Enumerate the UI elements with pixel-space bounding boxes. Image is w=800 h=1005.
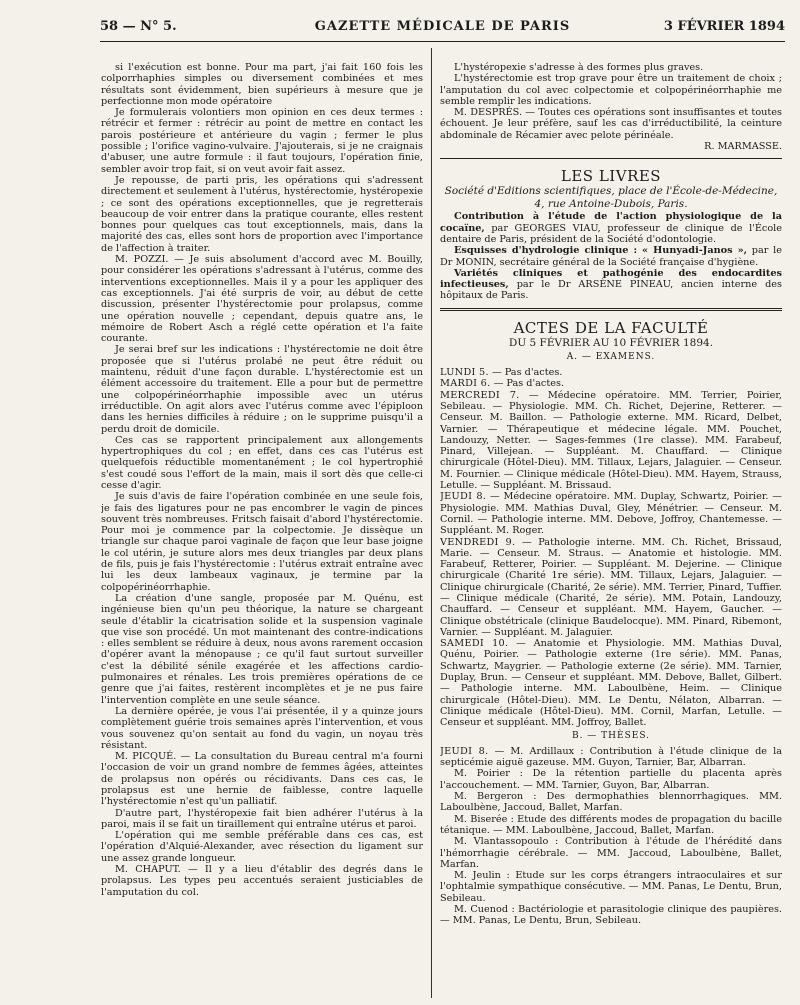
thesis-entry bbox=[440, 870, 782, 904]
page-number: 58 — N° 5. bbox=[100, 19, 177, 34]
exam-entry bbox=[440, 390, 782, 492]
theses-heading: B. — THÈSES. bbox=[571, 730, 651, 741]
book-author: par le Dr ARSÈNE PINEAU, ancien interne des hôpitaux de Paris. bbox=[440, 279, 782, 302]
book-author: par le Dr MONIN, secrétaire général de la Société française d'hygiène. bbox=[440, 245, 782, 268]
paragraph: L'hystérectomie est trop grave pour être un traitement de choix ; l'amputation du col avec colpectomie et colpopérinéorrhaphie me semble remplir les indications. bbox=[440, 73, 782, 107]
livres-publisher: Société d'Editions scientifiques, place de l'École-de-Médecine, 4, rue Antoine-Dubois, Paris. bbox=[444, 185, 778, 211]
livres-list bbox=[440, 211, 782, 301]
discussion-continuation bbox=[440, 62, 782, 141]
book-entry bbox=[440, 268, 782, 302]
section-rule bbox=[440, 308, 782, 311]
book-entry bbox=[440, 211, 782, 245]
entry-day: JEUDI 8. bbox=[440, 745, 489, 757]
entry-text: M. Cuenod : Bactériologie et parasitologie clinique des paupières. — MM. Panas, Le Dentu, Brun, Sebileau. bbox=[440, 904, 782, 927]
entry-text: — Médecine opératoire. MM. Duplay, Schwartz, Poirier. — Physiologie. MM. Mathias Duval, Gley, Ménétrier. — Censeur. M. Cornil. — Pathologie interne. MM. Debove, Joffroy, Chantemesse. — Suppléant. M. Roger. bbox=[440, 491, 782, 537]
entry-day: MARDI 6. bbox=[440, 378, 491, 390]
paragraph: M. POZZI. — Je suis absolument d'accord avec M. Bouilly, pour considérer les opérations s'adressant à l'utérus, comme des interventions exceptionnelles. Mais il y a pour les appliquer des cas exceptionnels. J'ai été surpris de voir, au début de cette discussion, présenter l'hystérectomie pour prolapsus, comme une opération nouvelle ; cependant, depuis quatre ans, le mémoire de Robert Asch a réglé cette opération et l'a faite courante. bbox=[101, 254, 423, 345]
column-divider bbox=[431, 48, 432, 998]
entry-text: — Anatomie et Physiologie. MM. Mathias Duval, Quénu, Poirier. — Pathologie externe (1re série). MM. Panas, Schwartz, Maygrier. — Pathologie externe (2e série). MM. Tarnier, Duplay, Brun. — Censeur et suppléant. MM. Debove, Ballet, Gilbert. — Pathologie interne. MM. Laboulbène, Heim. — Clinique chirurgicale (Hôtel-Dieu). MM. Le Dentu, Nélaton, Albarran. — Clinique médicale (Hôtel-Dieu). MM. Cornil, Marfan, Letulle. — Censeur et suppléant. MM. Joffroy, Ballet. bbox=[440, 638, 782, 729]
issue-date: 3 FÉVRIER 1894 bbox=[663, 19, 785, 34]
author-signature: R. MARMASSE. bbox=[704, 141, 782, 153]
livres-title: LES LIVRES bbox=[560, 167, 662, 186]
entry-day: SAMEDI 10. bbox=[440, 638, 509, 650]
actes-section bbox=[440, 319, 782, 927]
entry-text: — Pas d'actes. bbox=[490, 378, 565, 390]
paragraph: Ces cas se rapportent principalement aux allongements hypertrophiques du col ; en effet, dans ces cas l'utérus est quelquefois réductible momentanément ; le col hypertrophié s'est coudé sous l'effort de la main, mais il sort dès que celle-ci cesse d'agir. bbox=[101, 434, 423, 491]
paragraph: Je suis d'avis de faire l'opération combinée en une seule fois, je fais des ligatures pour ne pas encombrer le vagin de pinces souvent très nombreuses. Fritsch faisait d'abord l'hystérectomie. Pour moi je commence par la colpectomie. Je dissèque un triangle sur chaque paroi vaginale de façon que leur base joigne le col utérin, je suture alors mes deux triangles par deux plans de fils, puis je fais l'hystérectomie : l'utérus extrait entraîne avec lui les deux lambeaux vaginaux, je termine par la colpopérinéorrhaphie. bbox=[101, 491, 423, 593]
thesis-entry bbox=[440, 746, 782, 769]
paragraph: M. PICQUÉ. — La consultation du Bureau central m'a fourni l'occasion de voir un grand nombre de femmes âgées, atteintes de prolapsus non opérés ou récidivants. Dans ces cas, le prolapsus est une hernie de faiblesse, contre laquelle l'hystérectomie n'est qu'un palliatif. bbox=[101, 751, 423, 808]
actes-subtitle: DU 5 FÉVRIER AU 10 FÉVRIER 1894. bbox=[508, 336, 714, 349]
paragraph: L'opération qui me semble préférable dans ces cas, est l'opération d'Alquié-Alexander, avec résection du ligament sur une assez grande longueur. bbox=[101, 830, 423, 864]
exam-heading: A. — EXAMENS. bbox=[566, 351, 656, 362]
entry-text: M. Bergeron : Des dermophathies blennorrhagiques. MM. Laboulbène, Jaccoud, Ballet, Marfan. bbox=[440, 791, 782, 814]
entry-day: JEUDI 8. bbox=[440, 491, 487, 503]
paragraph: Je serai bref sur les indications : l'hystérectomie ne doit être proposée que si l'utérus prolabé ne peut être réduit ou maintenu, réduit d'une façon durable. L'hystérectomie est un élément accessoire du traitement. Elle a pour but de permettre une colpopérinéorrhaphie impossible avec un utérus irréductible. On agit alors avec l'utérus comme avec l'épiploon dans les hernies difficiles à réduire ; on le supprime puisqu'il a perdu droit de domicile. bbox=[101, 344, 423, 435]
paragraph: L'hystéropexie s'adresse à des formes plus graves. bbox=[454, 62, 704, 73]
livres-section bbox=[440, 167, 782, 301]
exam-entry bbox=[440, 491, 782, 536]
entry-text: M. Vlantassopoulo : Contribution à l'étude de l'hérédité dans l'hémorrhagie cérébrale. — MM. Jaccoud, Laboulbène, Ballet, Marfan. bbox=[440, 836, 782, 870]
paragraph: La dernière opérée, je vous l'ai présentée, il y a quinze jours complètement guérie trois semaines après l'intervention, et vous vous souvenez qu'on sentait au fond du vagin, un noyau très résistant. bbox=[101, 705, 423, 751]
thesis-entry bbox=[440, 814, 782, 837]
exam-list bbox=[440, 367, 782, 729]
book-title: Variétés cliniques et pathogénie des endocardites infectieuses, bbox=[440, 267, 782, 291]
left-column bbox=[101, 62, 423, 992]
entry-text: — M. Ardillaux : Contribution à l'étude clinique de la septicémie aiguë gazeuse. MM. Guyon, Tarnier, Bar, Albarran. bbox=[440, 745, 782, 769]
book-entry bbox=[440, 245, 782, 268]
thesis-entry bbox=[440, 791, 782, 814]
book-title: Esquisses d'hydrologie clinique : « Hunyadi-Janos », bbox=[454, 245, 748, 257]
paragraph: La création d'une sangle, proposée par M. Quénu, est ingénieuse bien qu'un peu théorique, la nature se chargeant seule d'établir la cicatrisation solide et la suspension vaginale que vise son procédé. Un mot maintenant des contre-indications : elles semblent se réduire à deux, nous avons rarement occasion d'opérer avant la ménopause ; ce qu'il faut surtout surveiller c'est la débilité sénile exagérée et les affections cardio-pulmonaires et rénales. Les trois premières opérations de ce genre que j'ai faites, restèrent incomplètes et je ne pus faire l'intervention complète en une seule séance. bbox=[101, 592, 423, 706]
paragraph: M. CHAPUT. — Il y a lieu d'établir des degrés dans le prolapsus. Les types peu accentués seraient justiciables de l'amputation du col. bbox=[101, 864, 423, 898]
entry-text: M. Poirier : De la rétention partielle du placenta après l'accouchement. — MM. Tarnier, Guyon, Bar, Albarran. bbox=[440, 768, 782, 791]
exam-entry bbox=[440, 638, 782, 728]
theses-list bbox=[440, 746, 782, 927]
section-rule bbox=[440, 158, 782, 159]
paragraph: si l'exécution est bonne. Pour ma part, j'ai fait 160 fois les colporrhaphies simples ou diversement combinées et mes résultats sont évidemment, bien supérieurs à mesure que je perfectionne mon mode opératoire bbox=[101, 62, 423, 107]
thesis-entry bbox=[440, 768, 782, 791]
entry-text: — Médecine opératoire. MM. Terrier, Poirier, Sebileau. — Physiologie. MM. Ch. Richet, Dejerine, Retterer. — Censeur. M. Baillon. — Pathologie externe. MM. Ricard, Delbet, Varnier. — Thérapeutique et médecine légale. MM. Pouchet, Landouzy, Netter. — Sages-femmes (1re classe). MM. Farabeuf, Pinard, Villejean. — Suppléant. M. Chauffard. — Clinique chirurgicale (Hôtel-Dieu). MM. Tillaux, Lejars, Jalaguier. — Censeur. M. Fournier. — Clinique médicale (Hôtel-Dieu). MM. Hayem, Strauss, Letulle. — Suppléant. M. Brissaud. bbox=[440, 389, 782, 492]
entry-text: — Pas d'actes. bbox=[488, 367, 563, 379]
paragraph: Je repousse, de parti pris, les opérations qui s'adressent directement et seulement à l'utérus, hystérectomie, hystéropexie ; ce sont des opérations exceptionnelles, que je regretterais beaucoup de voir entrer dans la pratique courante, elles restent bonnes pour quelques cas tout exceptionnels, mais, dans la majorité des cas, elles sont hors de proportion avec l'importance de l'affection à traiter. bbox=[101, 174, 423, 254]
book-author: par GEORGES VIAU, professeur de clinique de l'École dentaire de Paris, président de la Société d'odontologie. bbox=[440, 222, 782, 245]
actes-title: ACTES DE LA FACULTÉ bbox=[513, 318, 709, 337]
book-title: Contribution à l'étude de l'action physiologique de la cocaïne, bbox=[440, 211, 782, 234]
entry-day: LUNDI 5. bbox=[440, 367, 489, 379]
paragraph: Je formulerais volontiers mon opinion en ces deux termes : rétrécir et fermer : rétrécir au point de mettre en contact les parois postérieure et antérieure du vagin ; fermer le plus possible ; l'orifice vagino-vulvaire. J'ajouterais, si je ne craignais d'abuser, une autre formule : il faut toujours, l'opération finie, sembler avoir trop fait, si on veut avoir fait assez. bbox=[101, 107, 423, 175]
page-header bbox=[100, 19, 785, 42]
paragraph: D'autre part, l'hystéropexie fait bien adhérer l'utérus à la paroi, mais il se fait un tiraillement qui entraîne utérus et paroi. bbox=[101, 807, 423, 830]
entry-text: — Pathologie interne. MM. Ch. Richet, Brissaud, Marie. — Censeur. M. Straus. — Anatomie et histologie. MM. Farabeuf, Retterer, Poirier. — Suppléant. M. Dejerine. — Clinique chirurgicale (Charité 1re série). MM. Tillaux, Lejars, Jalaguier. — Clinique chirurgicale (Charité, 2e série). MM. Terrier, Pinard, Tuffier. — Clinique médicale (Charité, 2e série). MM. Potain, Landouzy, Chauffard. — Censeur et suppléant. MM. Hayem, Gaucher. — Clinique obstétricale (clinique Baudelocque). MM. Pinard, Ribemont, Varnier. — Suppléant. M. Jalaguier. bbox=[440, 536, 782, 638]
entry-day: MERCREDI 7. bbox=[440, 389, 520, 401]
exam-entry bbox=[440, 367, 782, 378]
thesis-entry bbox=[440, 904, 782, 927]
exam-entry bbox=[440, 537, 782, 639]
thesis-entry bbox=[440, 836, 782, 870]
journal-title: GAZETTE MÉDICALE DE PARIS bbox=[314, 19, 571, 34]
exam-entry bbox=[440, 378, 782, 389]
entry-text: M. Biserée : Etude des différents modes de propagation du bacille tétanique. — MM. Laboulbène, Jaccoud, Ballet, Marfan. bbox=[440, 813, 782, 836]
paragraph: M. DESPRÉS. — Toutes ces opérations sont insuffisantes et toutes échouent. Je leur préfère, sauf les cas d'irréductibilité, la ceinture abdominale de Récamier avec pelote périnéale. bbox=[440, 107, 782, 141]
right-column bbox=[440, 62, 782, 992]
entry-day: VENDREDI 9. bbox=[440, 536, 516, 548]
entry-text: M. Jeulin : Etude sur les corps étrangers intraoculaires et sur l'ophtalmie sympathique consécutive. — MM. Panas, Le Dentu, Brun, Sebileau. bbox=[440, 870, 782, 904]
